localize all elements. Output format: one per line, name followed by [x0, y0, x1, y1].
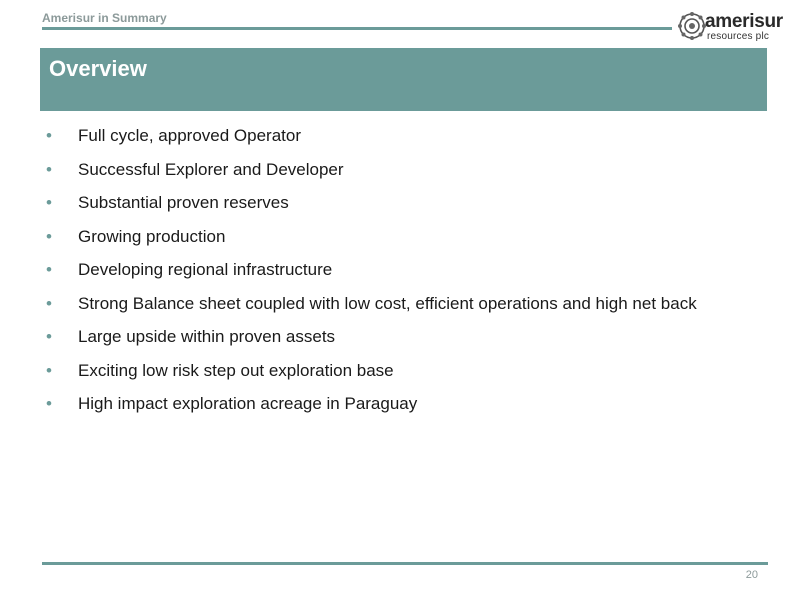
- bullet-icon: •: [46, 394, 52, 413]
- bullet-item: [40, 122, 780, 156]
- bullet-item: [40, 323, 780, 357]
- bullet-text: Large upside within proven assets: [78, 327, 336, 346]
- company-logo: [676, 10, 786, 44]
- bullet-text: Full cycle, approved Operator: [78, 126, 301, 145]
- bullet-list: [40, 122, 780, 424]
- bullet-item: [40, 357, 780, 391]
- title-band: [40, 48, 767, 111]
- bullet-item: [40, 290, 780, 324]
- bullet-icon: •: [46, 226, 52, 246]
- logo-mark-icon: [676, 10, 708, 42]
- bullet-text: Exciting low risk step out exploration base: [78, 360, 394, 380]
- bullet-icon: •: [46, 159, 52, 179]
- bullet-item: [40, 223, 780, 257]
- bullet-item: [40, 156, 780, 190]
- logo-subtitle: resources plc: [707, 31, 770, 42]
- header-divider: [42, 27, 672, 30]
- bullet-item: [40, 256, 780, 290]
- logo-wordmark: amerisur: [705, 11, 783, 32]
- bullet-text: High impact exploration acreage in Paraguay: [78, 394, 418, 413]
- bullet-icon: •: [46, 193, 52, 212]
- bullet-text: Growing production: [78, 226, 226, 246]
- bullet-text: Substantial proven reserves: [78, 193, 289, 212]
- bullet-icon: •: [46, 360, 52, 380]
- section-label: Amerisur in Summary: [42, 11, 167, 25]
- bullet-item: [40, 390, 780, 424]
- footer-divider: [42, 562, 768, 565]
- bullet-icon: •: [46, 327, 52, 346]
- bullet-text: Strong Balance sheet coupled with low cost, efficient operations and high net back: [78, 293, 697, 313]
- bullet-item: [40, 189, 780, 223]
- bullet-text: Successful Explorer and Developer: [78, 159, 344, 179]
- bullet-text: Developing regional infrastructure: [78, 260, 333, 279]
- bullet-icon: •: [46, 293, 52, 313]
- slide-title: Overview: [49, 56, 147, 81]
- bullet-icon: •: [46, 260, 52, 279]
- page-number: 20: [745, 569, 758, 581]
- bullet-icon: •: [46, 126, 52, 145]
